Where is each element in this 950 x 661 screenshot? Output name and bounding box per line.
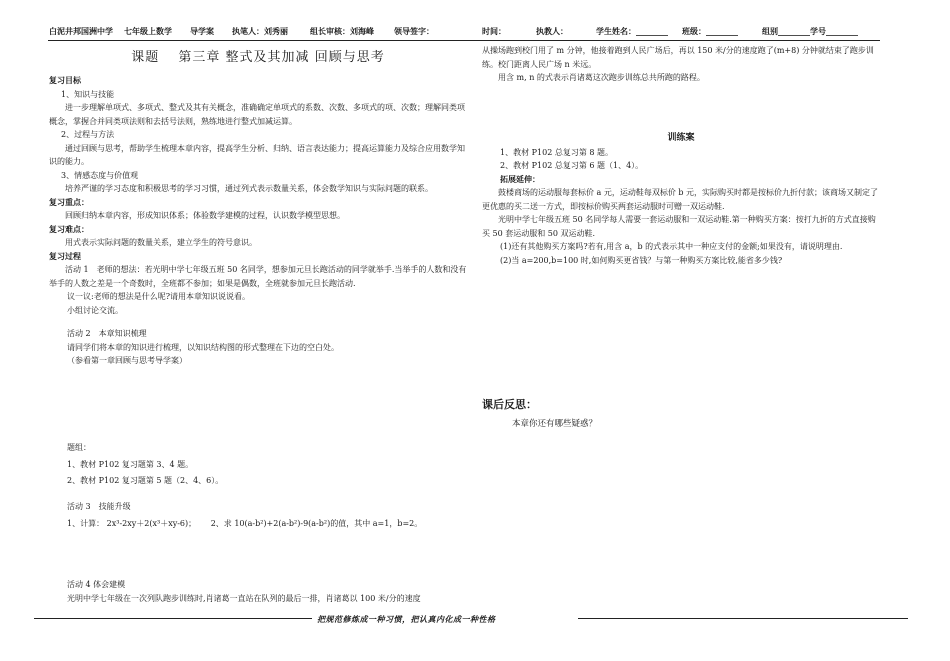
reflection-question: 本章你还有哪些疑惑？ bbox=[512, 418, 598, 429]
reviewer: 组长审核：刘海峰 bbox=[310, 26, 374, 36]
footer-line-right bbox=[578, 618, 908, 619]
goal-1-label: 1、知识与技能 bbox=[61, 89, 115, 99]
doc-type: 导学案 bbox=[190, 26, 214, 36]
training-block bbox=[482, 132, 880, 267]
activity-4-block bbox=[49, 578, 467, 605]
activity-3-questions bbox=[49, 517, 467, 531]
difficulty-text: 用式表示实际问题的数量关系，建立学生的符号意识。 bbox=[65, 238, 257, 247]
footer-line-left bbox=[34, 618, 312, 619]
header-divider bbox=[48, 40, 880, 41]
key-points-text: 回顾归纳本章内容，形成知识体系；体验数学建模的过程，认识数学模型思想。 bbox=[65, 211, 345, 220]
right-column bbox=[482, 44, 880, 429]
activity-2-text: 请同学们将本章的知识进行梳理，以知识结构图的形式整理在下边的空白处。 bbox=[67, 342, 339, 352]
activity-3-question-2: 2、求 10(a-b²)+2(a-b²)-9(a-b²)的值，其中 a=1，b=2。 bbox=[210, 518, 423, 528]
reflection-heading: 课后反思： bbox=[482, 398, 537, 411]
lesson-title: 课题 第三章 整式及其加减 回顾与思考 bbox=[131, 50, 385, 65]
difficulty-heading: 复习难点： bbox=[49, 223, 89, 234]
time-field: 时间： bbox=[482, 26, 506, 36]
page-header bbox=[0, 26, 950, 40]
grade-subject: 七年级上数学 bbox=[124, 26, 172, 36]
activity-3-block bbox=[49, 500, 467, 530]
training-heading: 训练案 bbox=[667, 133, 695, 143]
activity-1-text: 活动 1 老师的想法：若光明中学七年级五班 50 名同学，想参加元旦长跑活动的同学就举手.当举手的人数和没有举手的人数之差是一个奇数时，全班都不参加；如果是偶数，全班就参加元旦长跑活动. bbox=[49, 265, 467, 288]
teacher-field: 执教人： bbox=[536, 26, 568, 36]
extension-question-1: (1)还有其他购买方案吗?若有,用含 a，b 的式表示其中一种应支付的金额;如果没有，请说明理由. bbox=[500, 242, 843, 251]
activity-4-heading: 活动 4 体会建模 bbox=[67, 580, 126, 589]
process-heading: 复习过程 bbox=[49, 250, 81, 261]
activity-1-question: 议一议:老师的想法是什么呢?请用本章知识说说看。 bbox=[67, 292, 250, 301]
left-column bbox=[49, 44, 467, 603]
training-item-1: 1、教材 P102 总复习第 8 题。 bbox=[500, 147, 614, 157]
school-name: 白泥井邦国洲中学 bbox=[49, 26, 113, 36]
problem-group-item-2: 2、教材 P102 复习题第 5 题（2、4、6）。 bbox=[67, 476, 224, 485]
goal-2-label: 2、过程与方法 bbox=[61, 130, 115, 139]
training-item-2: 2、教材 P102 总复习第 6 题（1、4）。 bbox=[500, 161, 644, 170]
goal-1-text: 进一步理解单项式、多项式、整式及其有关概念，准确确定单项式的系数、次数、多项式的项、次数；理解同类项概念，掌握合并同类项法则和去括号法则，熟练地进行整式加减运算。 bbox=[49, 103, 465, 126]
goal-2-text: 通过回顾与思考，帮助学生梳理本章内容，提高学生分析、归纳、语言表达能力；提高运算能力及综合应用数学知识的能力。 bbox=[49, 143, 465, 166]
activity-3-heading: 活动 3 技能升级 bbox=[67, 502, 131, 511]
activity-3-question-1: 1、计算： 2x³-2xy＋2(x³＋xy-6)； bbox=[67, 518, 197, 528]
extension-text-2: 光明中学七年级五班 50 名同学每人需要一套运动服和一双运动鞋.第一种购买方案：按打九折的方式直接购买 50 套运动服和 50 双运动鞋. bbox=[482, 215, 876, 238]
extension-text-1: 鼓楼商场的运动服每套标价 a 元，运动鞋每双标价 b 元，实际购买时都是按标价九折付款；该商场又制定了更优惠的买二送一方式，即按标价购买两套运动服时可赠一双运动鞋. bbox=[482, 188, 879, 211]
activity-2-heading: 活动 2 本章知识梳理 bbox=[67, 329, 147, 338]
goal-3-text: 培养严谨的学习态度和积极思考的学习习惯，通过列式表示数量关系，体会数学知识与实际问题的联系。 bbox=[65, 184, 433, 193]
activity-4-continued: 从操场跑到校门用了 m 分钟，他接着跑到人民广场后，再以 150 米/分的速度跑了(m+8) 分钟就结束了跑步训练。校门距离人民广场 n 米远。 bbox=[482, 46, 874, 69]
extension-question-2: (2)当 a=200,b=100 时,如何购买更省钱？与第一种购买方案比较,能省多少钱? bbox=[500, 255, 783, 265]
goals-heading: 复习目标 bbox=[49, 75, 81, 85]
reflection-block bbox=[482, 398, 880, 431]
activity-2-note: （参看第一章回顾与思考导学案） bbox=[67, 356, 187, 365]
leader-sign: 领导签字： bbox=[394, 26, 434, 36]
problem-group-label: 题组： bbox=[67, 443, 91, 452]
footer-motto: 把规范修炼成一种习惯，把认真内化成一种性格 bbox=[317, 614, 496, 624]
problem-group-block bbox=[49, 441, 467, 488]
class-field: 班级：________ bbox=[682, 26, 738, 36]
problem-group-item-1: 1、教材 P102 复习题第 3、4 题。 bbox=[67, 459, 194, 469]
activity-4-question: 用含 m, n 的式表示肖诸葛这次跑步训练总共所跑的路程。 bbox=[498, 73, 705, 82]
activity-2-block bbox=[49, 327, 467, 368]
activity-4-text: 光明中学七年级在一次列队跑步训练时,肖诸葛一直站在队列的最后一排，肖诸葛以 100 米/分的速度 bbox=[67, 593, 421, 603]
student-name-field: 学生姓名：________ bbox=[596, 26, 668, 36]
key-points-heading: 复习重点： bbox=[49, 196, 89, 207]
author: 执笔人：刘秀丽 bbox=[232, 26, 288, 36]
extension-heading: 拓展延伸： bbox=[500, 173, 540, 184]
goal-3-label: 3、情感态度与价值观 bbox=[61, 170, 139, 180]
activity-1-discussion: 小组讨论交流。 bbox=[67, 305, 123, 315]
group-field: 组别________学号________ bbox=[762, 26, 858, 36]
